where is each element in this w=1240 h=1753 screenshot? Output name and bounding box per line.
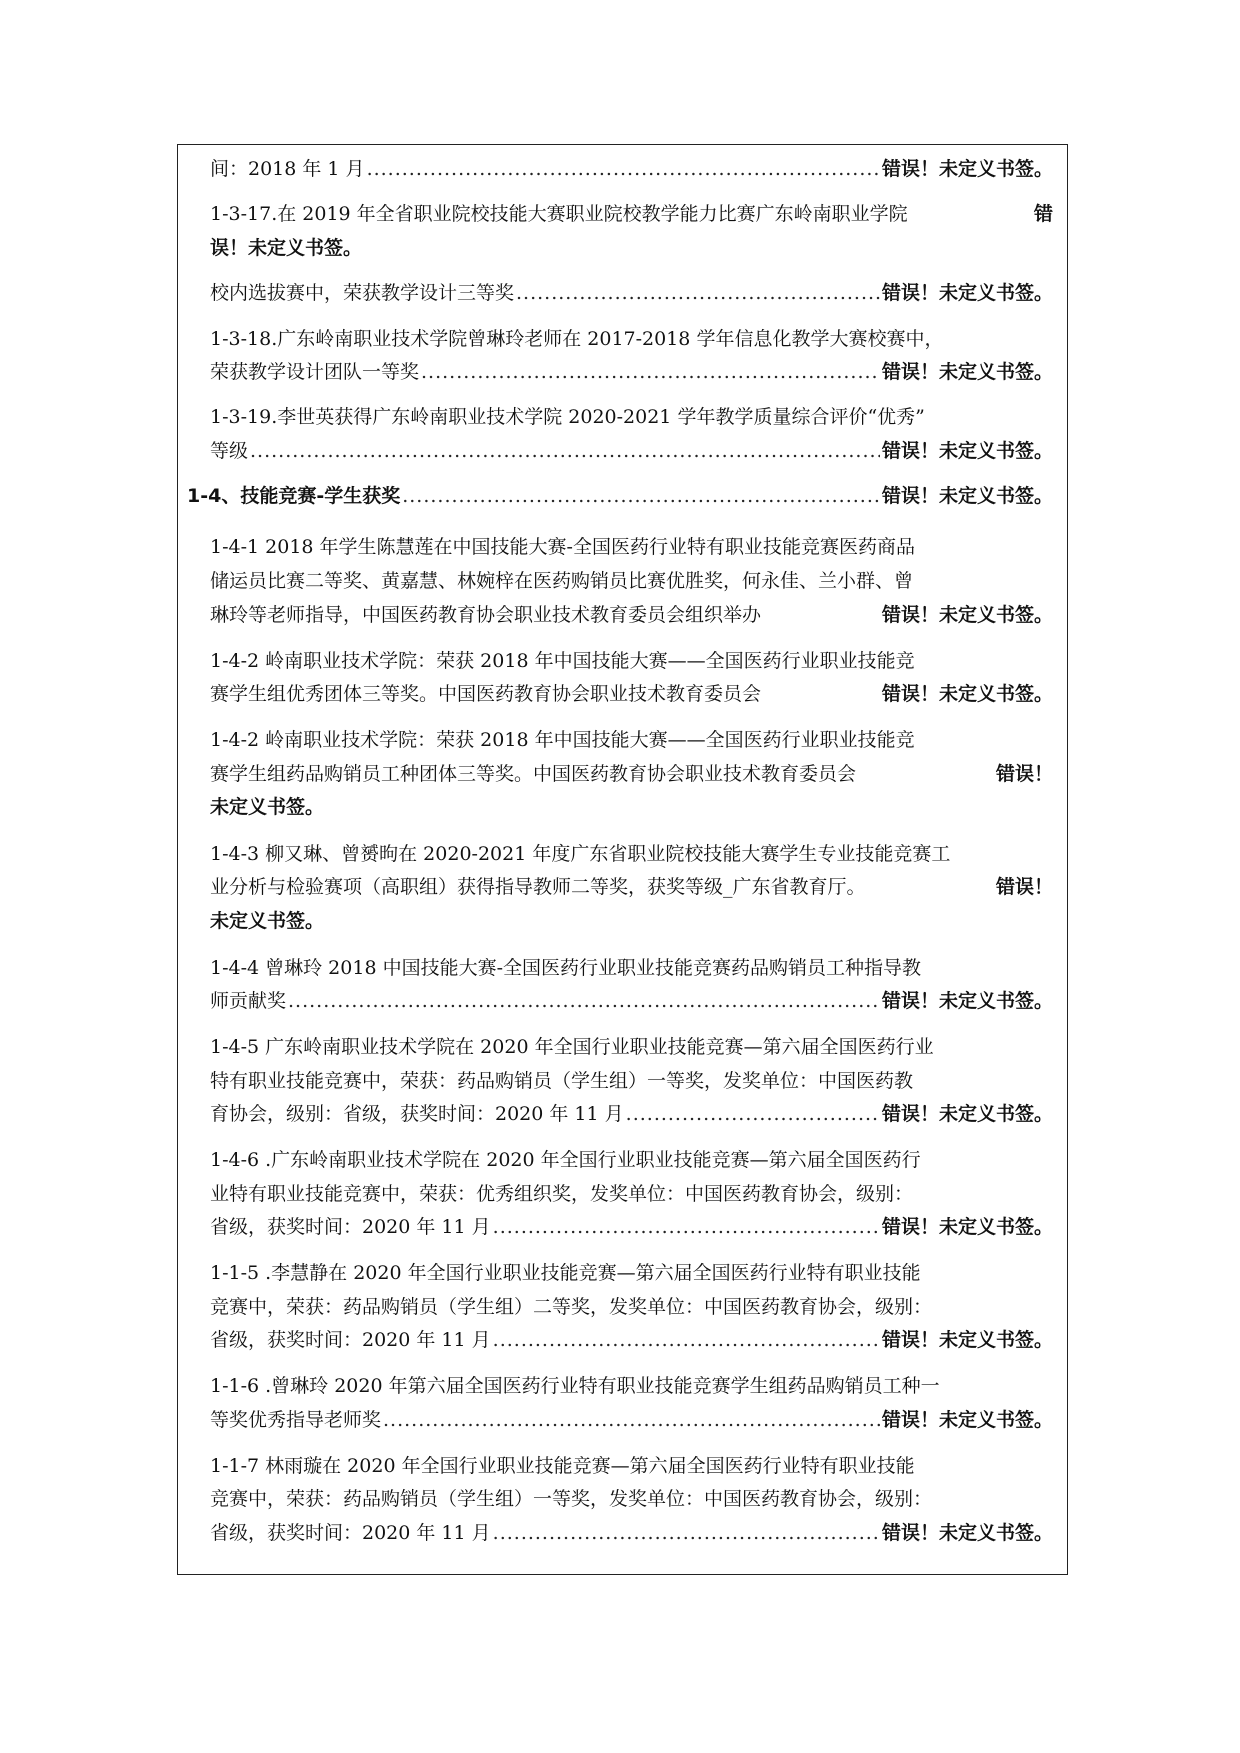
entry-text: 特有职业技能竞赛中，荣获：药品购销员（学生组）一等奖，发奖单位：中国医药教 [210, 1070, 914, 1092]
error-bookmark-text: 错误！未定义书签。 [881, 604, 1053, 626]
entry-text: 1-3-18.广东岭南职业技术学院曾琳玲老师在 2017-2018 学年信息化教学大赛校赛中， [210, 328, 944, 350]
toc-entry-1-4-5-line-1 [210, 1031, 1053, 1063]
entry-text: 1-3-17.在 2019 年全省职业院校技能大赛职业院校教学能力比赛广东岭南职业学院 [210, 203, 908, 225]
toc-entry-1-1-7-line-2 [210, 1483, 1053, 1515]
entry-text: 1-4-2 岭南职业技术学院：荣获 2018 年中国技能大赛——全国医药行业职业技能竞 [210, 650, 915, 672]
entry-text: 1-4-6 .广东岭南职业技术学院在 2020 年全国行业职业技能竞赛—第六届全国医药行 [210, 1149, 921, 1171]
entry-text: 竞赛中，荣获：药品购销员（学生组）一等奖，发奖单位：中国医药教育协会，级别： [210, 1488, 933, 1510]
toc-entry-1-1-7-line-1 [210, 1450, 1053, 1482]
error-bookmark-text: 错误！未定义书签。 [881, 485, 1053, 507]
entry-text: 琳玲等老师指导，中国医药教育协会职业技术教育委员会组织举办 [210, 604, 762, 626]
toc-entry-1-3-18-line-1 [210, 323, 1053, 355]
toc-entry-1-1-5-line-3 [210, 1324, 1053, 1356]
toc-entry-1-4-6-line-3 [210, 1211, 1053, 1243]
entry-text: 校内选拔赛中，荣获教学设计三等奖 [210, 282, 515, 304]
toc-entry-1-4-1-line-3 [210, 599, 1053, 631]
error-bookmark-text: 错误！未定义书签。 [881, 1329, 1053, 1351]
entry-text: 1-3-19.李世英获得广东岭南职业技术学院 2020-2021 学年教学质量综合评价“优秀” [210, 406, 925, 428]
entry-text: 省级，获奖时间：2020 年 11 月 [210, 1216, 491, 1238]
toc-entry-1-3-19-line-2 [210, 435, 1053, 467]
toc-entry-1-1-6-line-1 [210, 1370, 1053, 1402]
entry-text: 1-1-6 .曾琳玲 2020 年第六届全国医药行业特有职业技能竞赛学生组药品购销员工种一 [210, 1375, 940, 1397]
section-heading-text: 1-4、技能竞赛-学生获奖 [187, 485, 401, 507]
entry-text: 赛学生组药品购销员工种团体三等奖。中国医药教育协会职业技术教育委员会 [210, 763, 857, 785]
error-bookmark-text: 错误！ [995, 763, 1053, 785]
error-bookmark-text: 错误！未定义书签。 [881, 158, 1053, 180]
error-bookmark-text: 错误！未定义书签。 [881, 1103, 1053, 1125]
entry-text: 荣获教学设计团队一等奖 [210, 361, 420, 383]
toc-section-1-4-heading [187, 480, 1053, 512]
entry-text: 业特有职业技能竞赛中，荣获：优秀组织奖，发奖单位：中国医药教育协会，级别： [210, 1183, 914, 1205]
error-bookmark-text: 错误！未定义书签。 [881, 990, 1053, 1012]
toc-entry-1-4-6-line-1 [210, 1144, 1053, 1176]
dot-leader [288, 985, 880, 1017]
entry-text: 育协会，级别：省级，获奖时间：2020 年 11 月 [210, 1103, 624, 1125]
error-bookmark-text: 错误！未定义书签。 [881, 282, 1053, 304]
toc-entry-1-1-6-line-2 [210, 1404, 1053, 1436]
entry-text: 间：2018 年 1 月 [210, 158, 365, 180]
dot-leader [383, 1404, 880, 1436]
entry-text: 等级 [210, 440, 249, 462]
toc-entry-1-4-4-line-1 [210, 952, 1053, 984]
entry-text: 1-4-1 2018 年学生陈慧莲在中国技能大赛-全国医药行业特有职业技能竞赛医药商品 [210, 536, 915, 558]
error-bookmark-text: 未定义书签。 [210, 796, 325, 818]
error-bookmark-text: 误！未定义书签。 [210, 237, 363, 259]
dot-leader [493, 1324, 880, 1356]
entry-text: 1-4-4 曾琳玲 2018 中国技能大赛-全国医药行业职业技能竞赛药品购销员工种指导教 [210, 957, 921, 979]
toc-entry-1-3-17-line-1 [210, 198, 1053, 230]
toc-entry-1-4-2b-line-3 [210, 791, 1053, 823]
entry-text: 省级，获奖时间：2020 年 11 月 [210, 1329, 491, 1351]
toc-entry-1-4-3-line-3 [210, 905, 1053, 937]
entry-text: 赛学生组优秀团体三等奖。中国医药教育协会职业技术教育委员会 [210, 683, 762, 705]
dot-leader [493, 1517, 880, 1549]
entry-text: 省级，获奖时间：2020 年 11 月 [210, 1522, 491, 1544]
toc-entry-1-4-3-line-2 [210, 871, 1053, 903]
toc-entry-1-4-1-line-2 [210, 565, 1053, 597]
toc-entry-1-4-3-line-1 [210, 838, 1053, 870]
entry-text: 竞赛中，荣获：药品购销员（学生组）二等奖，发奖单位：中国医药教育协会，级别： [210, 1296, 933, 1318]
entry-text: 1-1-5 .李慧静在 2020 年全国行业职业技能竞赛—第六届全国医药行业特有职业技能 [210, 1262, 921, 1284]
toc-entry-1-1-5-line-2 [210, 1291, 1053, 1323]
error-bookmark-text: 错 [1033, 203, 1053, 225]
dot-leader [516, 277, 880, 309]
error-bookmark-text: 错误！未定义书签。 [881, 683, 1053, 705]
toc-entry-1-4-5-line-2 [210, 1065, 1053, 1097]
error-bookmark-text: 错误！未定义书签。 [881, 1409, 1053, 1431]
toc-entry-1-4-2a-line-2 [210, 678, 1053, 710]
toc-entry-1-4-6-line-2 [210, 1178, 1053, 1210]
dot-leader [250, 435, 880, 467]
toc-entry-1-3-17-line-2 [210, 232, 1053, 264]
toc-entry-1-3-19-line-1 [210, 401, 1053, 433]
toc-entry-1-4-2b-line-2 [210, 758, 1053, 790]
toc-entry-1-4-2b-line-1 [210, 724, 1053, 756]
dot-leader [402, 480, 880, 512]
toc-entry-1-4-2a-line-1 [210, 645, 1053, 677]
entry-text: 1-4-5 广东岭南职业技术学院在 2020 年全国行业职业技能竞赛—第六届全国医药行业 [210, 1036, 934, 1058]
error-bookmark-text: 未定义书签。 [210, 910, 325, 932]
toc-entry-1-3-16-line-2 [210, 153, 1053, 185]
toc-entry-1-4-4-line-2 [210, 985, 1053, 1017]
toc-entry-1-1-5-line-1 [210, 1257, 1053, 1289]
entry-text: 1-4-3 柳又琳、曾赟昫在 2020-2021 年度广东省职业院校技能大赛学生专业技能竞赛工 [210, 843, 951, 865]
toc-entry-1-1-7-line-3 [210, 1517, 1053, 1549]
error-bookmark-text: 错误！未定义书签。 [881, 1216, 1053, 1238]
toc-entry-1-3-18-line-2 [210, 356, 1053, 388]
entry-text: 1-1-7 林雨璇在 2020 年全国行业职业技能竞赛—第六届全国医药行业特有职业技能 [210, 1455, 915, 1477]
error-bookmark-text: 错误！未定义书签。 [881, 1522, 1053, 1544]
entry-text: 业分析与检验赛项（高职组）获得指导教师二等奖，获奖等级_广东省教育厅。 [210, 876, 866, 898]
error-bookmark-text: 错误！ [995, 876, 1053, 898]
dot-leader [367, 153, 880, 185]
dot-leader [493, 1211, 880, 1243]
error-bookmark-text: 错误！未定义书签。 [881, 440, 1053, 462]
toc-entry-1-4-5-line-3 [210, 1098, 1053, 1130]
toc-entry-1-4-1-line-1 [210, 531, 1053, 563]
error-bookmark-text: 错误！未定义书签。 [881, 361, 1053, 383]
dot-leader [421, 356, 880, 388]
entry-text: 储运员比赛二等奖、黄嘉慧、林婉梓在医药购销员比赛优胜奖，何永佳、兰小群、曾 [210, 570, 914, 592]
dot-leader [626, 1098, 880, 1130]
toc-entry-1-3-17-line-3 [210, 277, 1053, 309]
entry-text: 等奖优秀指导老师奖 [210, 1409, 382, 1431]
entry-text: 1-4-2 岭南职业技术学院：荣获 2018 年中国技能大赛——全国医药行业职业技能竞 [210, 729, 915, 751]
entry-text: 师贡献奖 [210, 990, 287, 1012]
